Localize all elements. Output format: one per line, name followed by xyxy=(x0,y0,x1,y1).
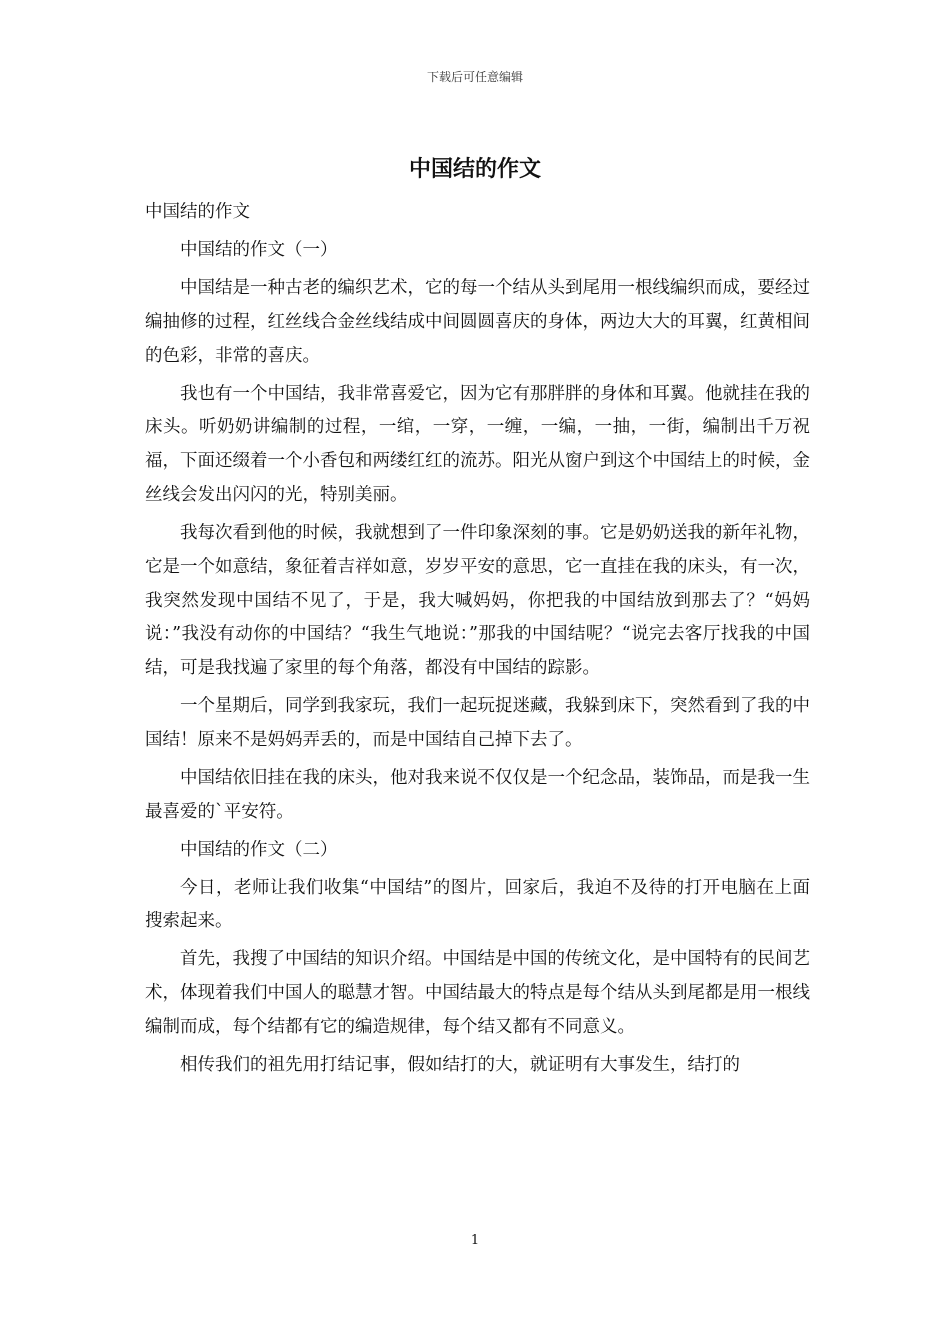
document-body xyxy=(145,196,810,1087)
paragraph: 我也有一个中国结，我非常喜爱它，因为它有那胖胖的身体和耳翼。他就挂在我的床头。听奶奶讲编制的过程，一绾，一穿，一缠，一编，一抽，一街，编制出千万祝福，下面还缀着一个小香包和两缕红红的流苏。阳光从窗户到这个中国结上的时候，金丝线会发出闪闪的光，特别美丽。 xyxy=(145,383,810,505)
paragraph: 中国结依旧挂在我的床头，他对我来说不仅仅是一个纪念品，装饰品，而是我一生最喜爱的`平安符。 xyxy=(145,767,810,822)
section-heading-2: 中国结的作文（二） xyxy=(180,839,338,860)
paragraph: 我每次看到他的时候，我就想到了一件印象深刻的事。它是奶奶送我的新年礼物，它是一个如意结，象征着吉祥如意，岁岁平安的意思，它一直挂在我的床头，有一次，我突然发现中国结不见了，于是，我大喊妈妈，你把我的中国结放到那去了？“妈妈说：”我没有动你的中国结？“我生气地说：”那我的中国结呢？“说完去客厅找我的中国结，可是我找遍了家里的每个角落，都没有中国结的踪影。 xyxy=(145,522,810,679)
paragraph: 首先，我搜了中国结的知识介绍。中国结是中国的传统文化，是中国特有的民间艺术，体现着我们中国人的聪慧才智。中国结最大的特点是每个结从头到尾都是用一根线编制而成，每个结都有它的编造规律，每个结又都有不同意义。 xyxy=(145,949,810,1038)
paragraph: 今日，老师让我们收集“中国结”的图片，回家后，我迫不及待的打开电脑在上面搜索起来。 xyxy=(145,877,810,932)
paragraph: 一个星期后，同学到我家玩，我们一起玩捉迷藏，我躲到床下，突然看到了我的中国结！原来不是妈妈弄丢的，而是中国结自己掉下去了。 xyxy=(145,696,810,750)
page-header-note: 下载后可任意编辑 xyxy=(426,70,523,84)
page-number: 1 xyxy=(470,1233,480,1248)
paragraph: 相传我们的祖先用打结记事，假如结打的大，就证明有大事发生，结打的 xyxy=(180,1055,740,1075)
paragraph-subtitle: 中国结的作文 xyxy=(145,202,250,222)
paragraph: 中国结是一种古老的编织艺术，它的每一个结从头到尾用一根线编织而成，要经过编抽修的过程，红丝线合金丝线结成中间圆圆喜庆的身体，两边大大的耳翼，红黄相间的色彩，非常的喜庆。 xyxy=(145,277,810,366)
section-heading-1: 中国结的作文（一） xyxy=(180,239,338,260)
document-title: 中国结的作文 xyxy=(408,156,541,182)
